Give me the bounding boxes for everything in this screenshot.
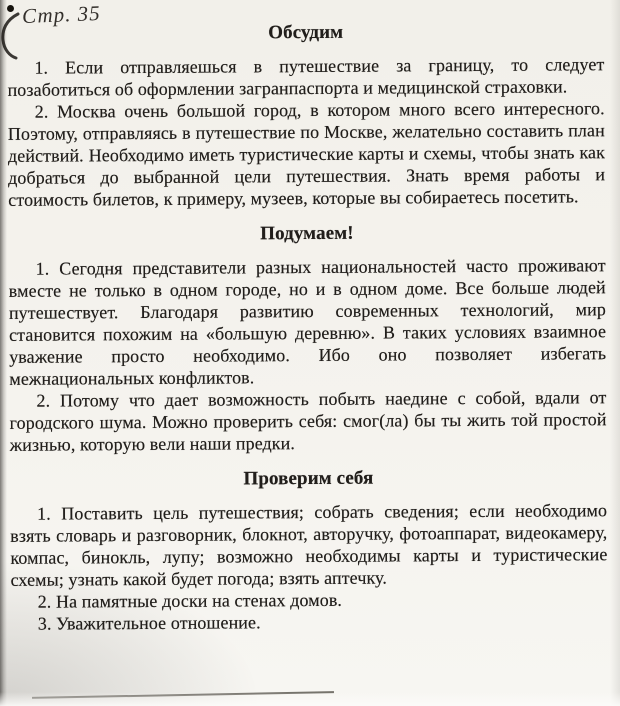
paragraph-podumaem-2: 2. Потому что дает возможность побыть наедине с собой, вдали от городского шума. Можно проверить себя: смог(ла) бы ты жить той простой жизнью, которую вели наши предки. bbox=[9, 387, 607, 455]
paragraph-proverim-1: 1. Поставить цель путешествия; собрать сведения; если необходимо взять словарь и разговорник, блокнот, авторучку, фотоаппарат, видеокамеру, компас, бинокль, лупу; возможно необходимы карты и туристические схемы; узнать какой будет погода; взять аптечку. bbox=[10, 500, 608, 590]
paragraph-obsudim-1: 1. Если отправляешься в путешествие за границу, то следует позаботиться об оформлении загранпаспорта и медицинской страховки. bbox=[7, 54, 605, 100]
section-heading-proverim-sebya: Проверим себя bbox=[243, 467, 374, 490]
paragraph-obsudim-2: 2. Москва очень большой город, в котором много всего интересного. Поэтому, отправляясь в путешествие по Москве, желательно составить план действий. Необходимо иметь туристические карты и схемы, чтобы знать как добраться до выбранной цели путешествия. Знать время работы и стоимость билетов, к примеру, музеев, которые вы собираетесь посетить. bbox=[7, 98, 606, 210]
scan-bottom-fade bbox=[0, 692, 620, 706]
section-podumaem bbox=[8, 221, 606, 456]
section-obsudim bbox=[7, 20, 605, 211]
handwritten-page-number: Стр. 35 bbox=[21, 0, 102, 29]
paragraph-proverim-2: 2. На памятные доски на стенах домов. bbox=[37, 589, 343, 612]
paragraph-podumaem-1: 1. Сегодня представители разных национальностей часто проживают вместе не только в одном городе, но и в одном доме. Все больше людей путешествует. Благодаря развитию современных технологий, мир становится похожим на «большую деревню». В таких условиях взаимное уважение просто необходимо. Ибо оно позволяет избегать межнациональных конфликтов. bbox=[8, 255, 607, 389]
scan-bottom-edge-line bbox=[32, 691, 334, 699]
section-heading-obsudim: Обсудим bbox=[268, 21, 344, 44]
section-heading-podumaem: Подумаем! bbox=[260, 222, 354, 245]
section-proverim-sebya bbox=[10, 466, 608, 635]
paragraph-proverim-3: 3. Уважительное отношение. bbox=[37, 612, 261, 634]
